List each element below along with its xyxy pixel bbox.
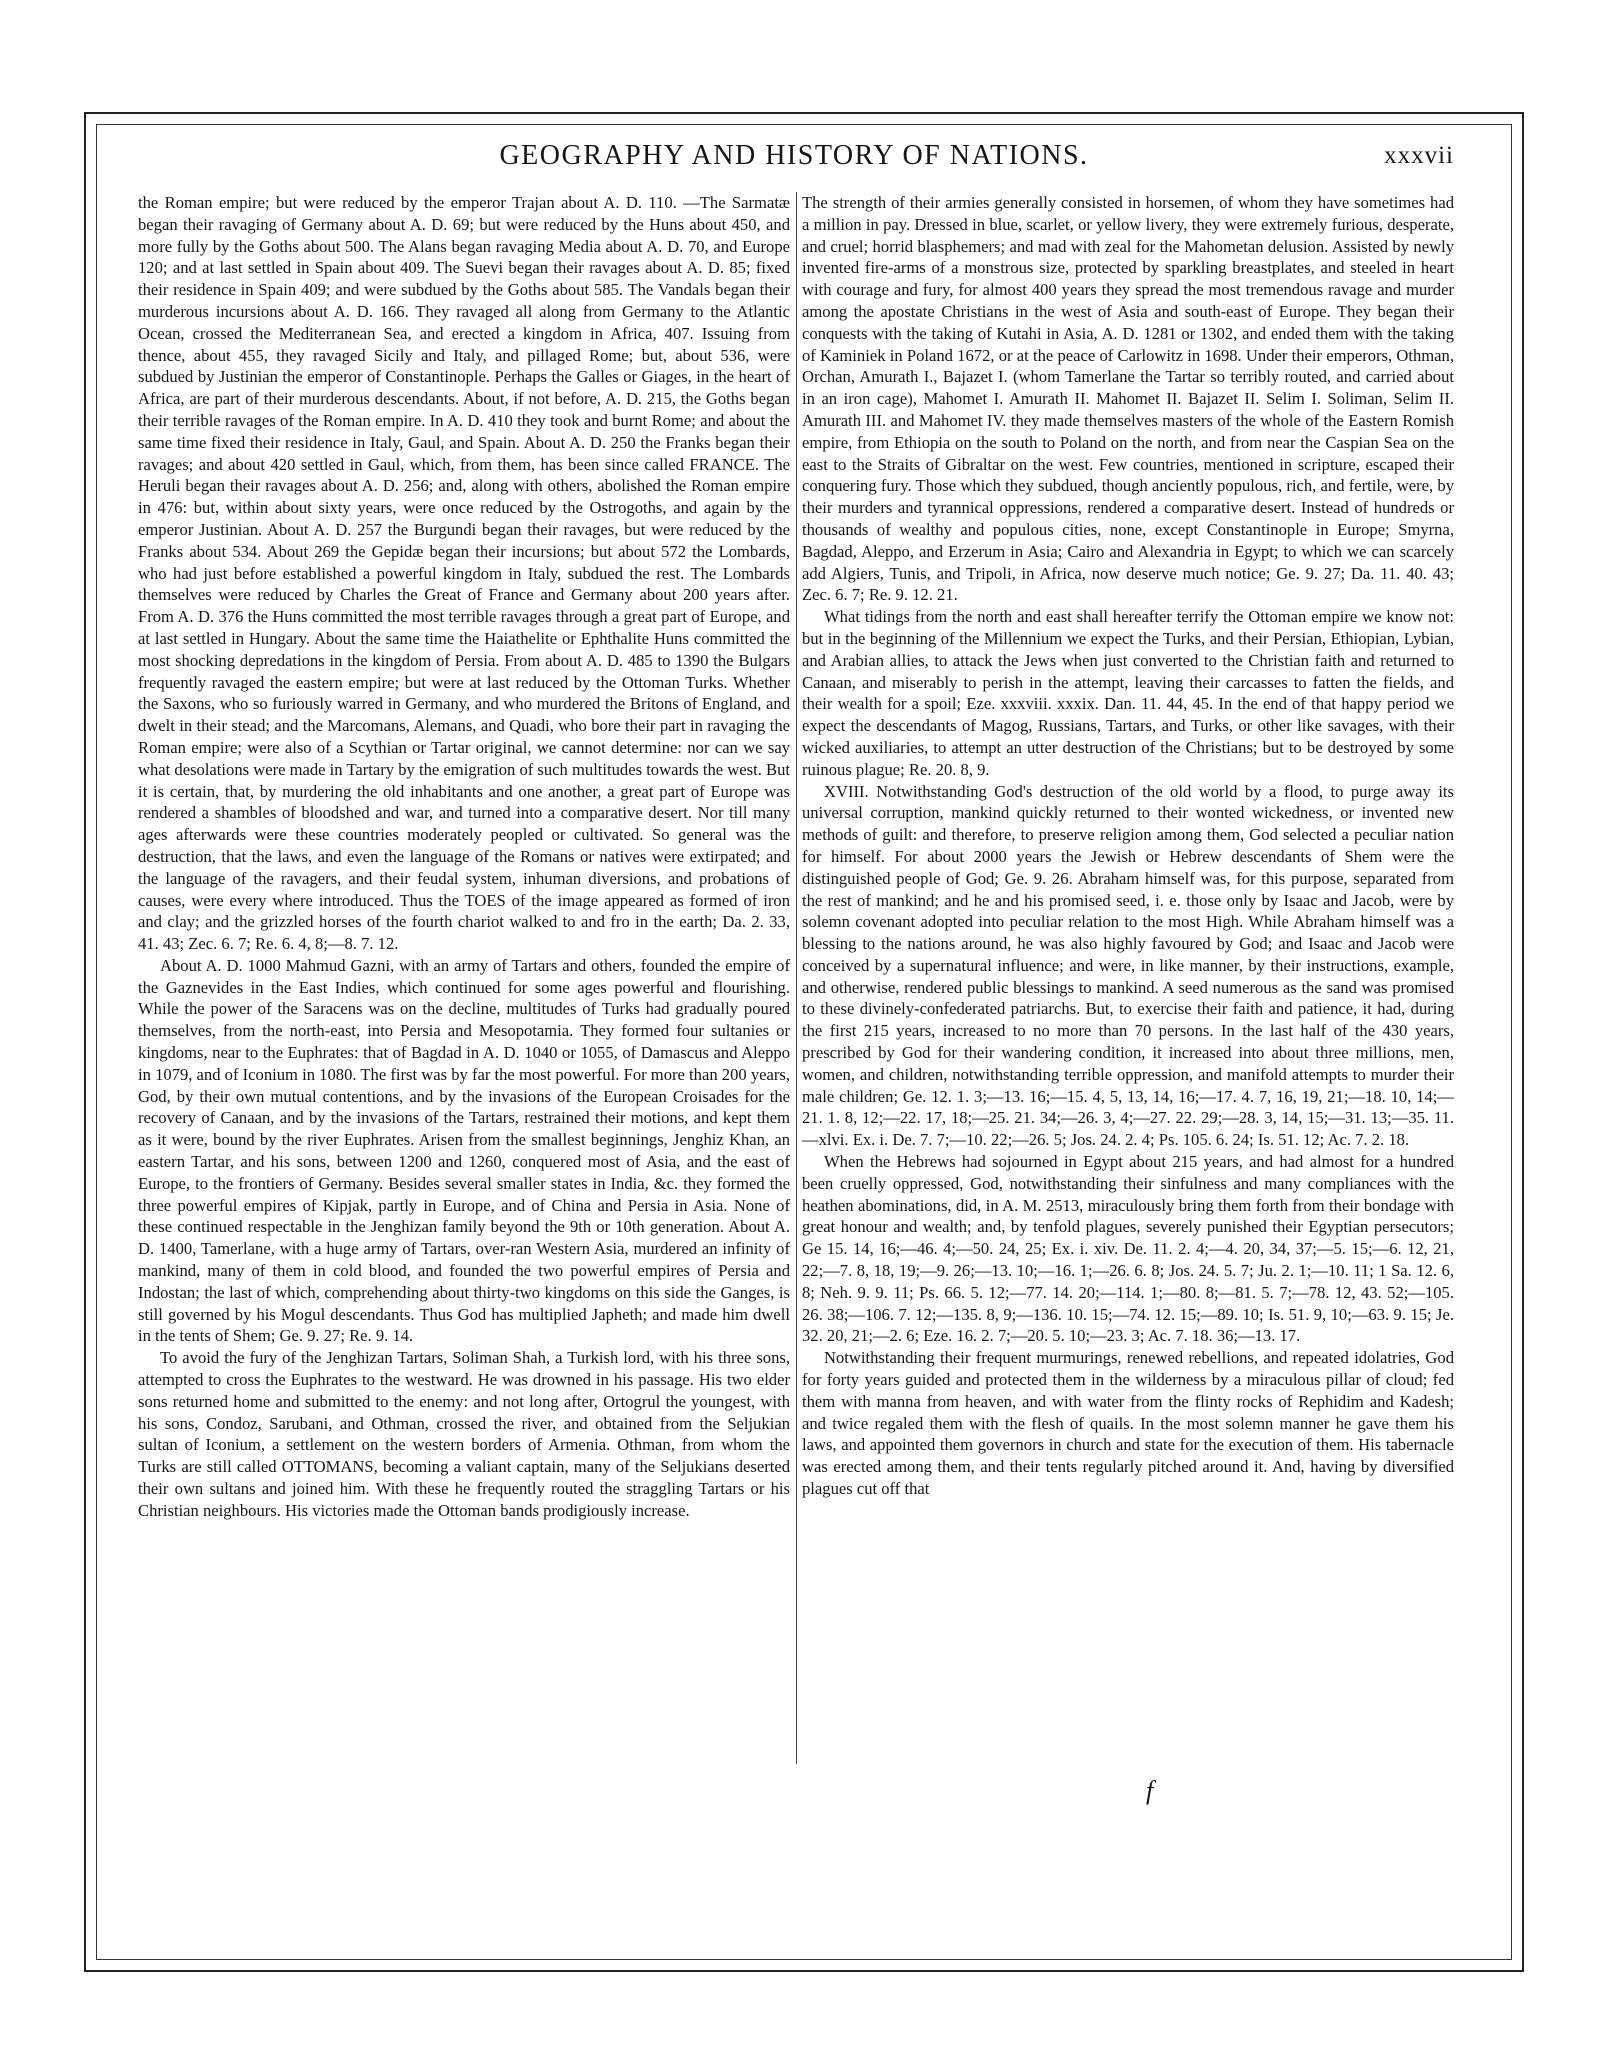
left-column [138, 192, 790, 1772]
paragraph: What tidings from the north and east shall hereafter terrify the Ottoman empire we know not: but in the beginning of the Millennium we expect the Turks, and their Persian, Ethiopian, Lybian, and Arabian allies, to attack the Jews when just converted to the Christian faith and returned to Canaan, and miserably to perish in the attempt, leaving their carcasses to fatten the fields, and their wealth for a spoil; Eze. xxxviii. xxxix. Dan. 11. 44, 45. In the end of that happy period we expect the descendants of Magog, Russians, Tartars, and Turks, or other like savages, with their wicked auxiliaries, to attempt an utter destruction of the Christians; but to be destroyed by some ruinous plague; Re. 20. 8, 9. [802, 607, 1454, 779]
paragraph: To avoid the fury of the Jenghizan Tartars, Soliman Shah, a Turkish lord, with his three sons, attempted to cross the Euphrates to the westward. He was drowned in his passage. His two elder sons returned home and submitted to the enemy: and not long after, Ortogrul the youngest, with his sons, Condoz, Sarubani, and Othman, crossed the river, and obtained from the Seljukian sultan of Iconium, a settlement on the western borders of Armenia. Othman, from whom the Turks are still called OTTOMANS, becoming a valiant captain, many of the Seljukians deserted their own sultans and joined him. With these he frequently routed the straggling Tartars or his Christian neighbours. His victories made the Ottoman bands prodigiously increase. [138, 1348, 790, 1520]
paragraph: the Roman empire; but were reduced by the emperor Trajan about A. D. 110. —The Sarmatæ began their ravaging of Germany about A. D. 69; but were reduced by the Huns about 450, and more fully by the Goths about 500. The Alans began ravaging Media about A. D. 70, and Europe 120; and at last settled in Spain about 409. The Suevi began their ravages about A. D. 85; fixed their residence in Spain 409; and were subdued by the Goths about 585. The Vandals began their murderous incursions about A. D. 166. They ravaged all along from Germany to the Atlantic Ocean, crossed the Mediterranean Sea, and erected a kingdom in Africa, 407. Issuing from thence, about 455, they ravaged Sicily and Italy, and pillaged Rome; but, about 536, were subdued by Justinian the emperor of Constantinople. Perhaps the Galles or Giages, in the heart of Africa, are part of their murderous descendants. About, if not before, A. D. 215, the Goths began their terrible ravages of the Roman empire. In A. D. 410 they took and burnt Rome; and about the same time fixed their residence in Italy, Gaul, and Spain. About A. D. 250 the Franks began their ravages; and about 420 settled in Gaul, which, from them, has been since called FRANCE. The Heruli began their ravages about A. D. 256; and, along with others, abolished the Roman empire in 476: but, within about sixty years, were once reduced by the Ostrogoths, and again by the emperor Justinian. About A. D. 257 the Burgundi began their ravages, but were reduced by the Franks about 534. About 269 the Gepidæ began their incursions; but about 572 the Lombards, who had just before established a powerful kingdom in Italy, subdued the rest. The Lombards themselves were reduced by Charles the Great of France and Germany about 200 years after. From A. D. 376 the Huns committed the most terrible ravages through a great part of Europe, and at last settled in Hungary. About the same time the Haiathelite or Ephthalite Huns committed the most shocking depredations in the kingdom of Persia. From about A. D. 485 to 1390 the Bulgars frequently ravaged the eastern empire; but were at last reduced by the Ottoman Turks. Whether the Saxons, who so furiously warred in Germany, and who murdered the Britons of England, and dwelt in their stead; and the Marcomans, Alemans, and Quadi, who bore their part in ravaging the Roman empire; were also of a Scythian or Tartar original, we cannot determine: nor can we say what desolations were made in Tartary by the emigration of such multitudes towards the west. But it is certain, that, by murdering the old inhabitants and one another, a great part of Europe was rendered a shambles of bloodshed and war, and turned into a comparative desert. Nor till many ages afterwards were these countries moderately peopled or cultivated. So general was the destruction, that the laws, and even the language of the Romans or natives were extirpated; and the language of the ravagers, and their feudal system, inhuman diversions, and probations of causes, were every where introduced. Thus the TOES of the image appeared as formed of iron and clay; and the grizzled horses of the fourth chariot walked to and fro in the earth; Da. 2. 33, 41. 43; Zec. 6. 7; Re. 6. 4, 8;—8. 7. 12. [138, 193, 790, 954]
paragraph: Notwithstanding their frequent murmurings, renewed rebellions, and repeated idolatries, God for forty years guided and protected them in the wilderness by a miraculous pillar of cloud; fed them with manna from heaven, and with water from the flinty rocks of Rephidim and Kadesh; and twice regaled them with the flesh of quails. In the most solemn manner he gave them his laws, and appointed them governors in church and state for the execution of them. His tabernacle was erected among them, and their tents regularly pitched around it. And, having by diversified plagues cut off that [802, 1348, 1454, 1499]
paragraph: When the Hebrews had sojourned in Egypt about 215 years, and had almost for a hundred been cruelly oppressed, God, notwithstanding their sinfulness and many compliances with the heathen abominations, did, in A. M. 2513, miraculously bring them forth from their bondage with great honour and wealth; and, by tenfold plagues, severely punished their Egyptian persecutors; Ge 15. 14, 16;—46. 4;—50. 24, 25; Ex. i. xiv. De. 11. 2. 4;—4. 20, 34, 37;—5. 15;—6. 12, 21, 22;—7. 8, 18, 19;—9. 26;—13. 10;—16. 1;—26. 6. 8; Jos. 24. 5. 7; Ju. 2. 1;—10. 11; 1 Sa. 12. 6, 8; Neh. 9. 9. 11; Ps. 66. 5. 12;—77. 14. 20;—114. 1;—80. 8;—81. 5. 7;—78. 12, 43. 52;—105. 26. 38;—106. 7. 12;—135. 8, 9;—136. 10. 15;—74. 12. 15;—89. 10; Is. 51. 9, 10;—63. 9. 15; Je. 32. 20, 21;—2. 6; Eze. 16. 2. 7;—20. 5. 10;—23. 3; Ac. 7. 18. 36;—13. 17. [802, 1152, 1454, 1346]
page-number: xxxvii [1384, 142, 1454, 169]
running-title: GEOGRAPHY AND HISTORY OF NATIONS. [499, 140, 1089, 171]
page-header [134, 140, 1454, 180]
paragraph: The strength of their armies generally consisted in horsemen, of whom they have sometimes had a million in pay. Dressed in blue, scarlet, or yellow livery, they were extremely furious, desperate, and cruel; horrid blasphemers; and mad with zeal for the Mahometan delusion. Assisted by newly invented fire-arms of a monstrous size, protected by sparkling breastplates, and steeled in heart with courage and fury, for almost 400 years they spread the most tremendous ravage and murder among the apostate Christians in the west of Asia and south-east of Europe. They began their conquests with the taking of Kutahi in Asia, A. D. 1281 or 1302, and ended them with the taking of Kaminiek in Poland 1672, or at the peace of Carlowitz in 1698. Under their emperors, Othman, Orchan, Amurath I., Bajazet I. (whom Tamerlane the Tartar so terribly routed, and carried about in an iron cage), Mahomet I. Amurath II. Mahomet II. Bajazet II. Selim I. Soliman, Selim II. Amurath III. and Mahomet IV. they made themselves masters of the whole of the Eastern Romish empire, from Ethiopia on the south to Poland on the north, and from near the Caspian Sea on the east to the Straits of Gibraltar on the west. Few countries, mentioned in scripture, escaped their conquering fury. Those which they subdued, though anciently populous, rich, and fertile, were, by their murders and tyrannical oppressions, rendered a comparative desert. Instead of hundreds or thousands of wealthy and populous cities, none, except Constantinople in Europe; Smyrna, Bagdad, Aleppo, and Erzerum in Asia; Cairo and Alexandria in Egypt; to which we can scarcely add Algiers, Tunis, and Tripoli, in Africa, now deserve much notice; Ge. 9. 27; Da. 11. 40. 43; Zec. 6. 7; Re. 9. 12. 21. [802, 193, 1454, 605]
signature-mark: f [1146, 1776, 1154, 1805]
column-divider [796, 192, 797, 1764]
right-column [802, 192, 1454, 1772]
paragraph: XVIII. Notwithstanding God's destruction of the old world by a flood, to purge away its universal corruption, mankind quickly returned to their wonted wickedness, or invented new methods of guilt: and therefore, to preserve religion among them, God selected a peculiar nation for himself. For about 2000 years the Jewish or Hebrew descendants of Shem were the distinguished people of God; Ge. 9. 26. Abraham himself was, for this purpose, separated from the rest of mankind; and he and his promised seed, i. e. those only by Isaac and Jacob, were by solemn covenant adopted into peculiar relation to the most High. While Abraham himself was a blessing to the nations around, he was also highly favoured by God; and Isaac and Jacob were conceived by a supernatural influence; and were, in like manner, by their instructions, example, and otherwise, rendered public blessings to mankind. A seed numerous as the sand was promised to these divinely-confederated patriarchs. But, to exercise their faith and patience, it had, during the first 215 years, increased to no more than 70 persons. In the last half of the 430 years, prescribed by God for their wandering condition, it increased into about three millions, men, women, and children, notwithstanding terrible oppression, and manifold attempts to murder their male children; Ge. 12. 1. 3;—13. 16;—15. 4, 5, 13, 14, 16;—17. 4. 7, 16, 19, 21;—18. 10, 14;—21. 1. 8, 12;—22. 17, 18;—25. 21. 34;—26. 3, 4;—27. 22. 29;—28. 3, 14, 15;—31. 13;—35. 11.—xlvi. Ex. i. De. 7. 7;—10. 22;—26. 5; Jos. 24. 2. 4; Ps. 105. 6. 24; Is. 51. 12; Ac. 7. 2. 18. [802, 781, 1454, 1150]
paragraph: About A. D. 1000 Mahmud Gazni, with an army of Tartars and others, founded the empire of the Gaznevides in the East Indies, which continued for some ages powerful and flourishing. While the power of the Saracens was on the decline, multitudes of Turks had gradually poured themselves, from the north-east, into Persia and Mesopotamia. They formed four sultanies or kingdoms, near to the Euphrates: that of Bagdad in A. D. 1040 or 1055, of Damascus and Aleppo in 1079, and of Iconium in 1080. The first was by far the most powerful. For more than 200 years, God, by their own mutual contentions, and by the invasions of the European Croisades for the recovery of Canaan, and by the invasions of the Tartars, restrained their motions, and kept them as it were, bound by the river Euphrates. Arisen from the smallest beginnings, Jenghiz Khan, an eastern Tartar, and his sons, between 1200 and 1260, conquered most of Asia, and the east of Europe, to the frontiers of Germany. Besides several smaller states in India, &c. they formed the three powerful empires of Kipjak, partly in Europe, and of China and Persia in Asia. None of these continued respectable in the Jenghizan family beyond the 9th or 10th generation. About A. D. 1400, Tamerlane, with a huge army of Tartars, over-ran Western Asia, murdered an infinity of mankind, many of them in cold blood, and founded the two powerful empires of Persia and Indostan; the last of which, comprehending about thirty-two kingdoms on this side the Ganges, is still governed by his Mogul descendants. Thus God has multiplied Japheth; and made him dwell in the tents of Shem; Ge. 9. 27; Re. 9. 14. [138, 955, 790, 1346]
